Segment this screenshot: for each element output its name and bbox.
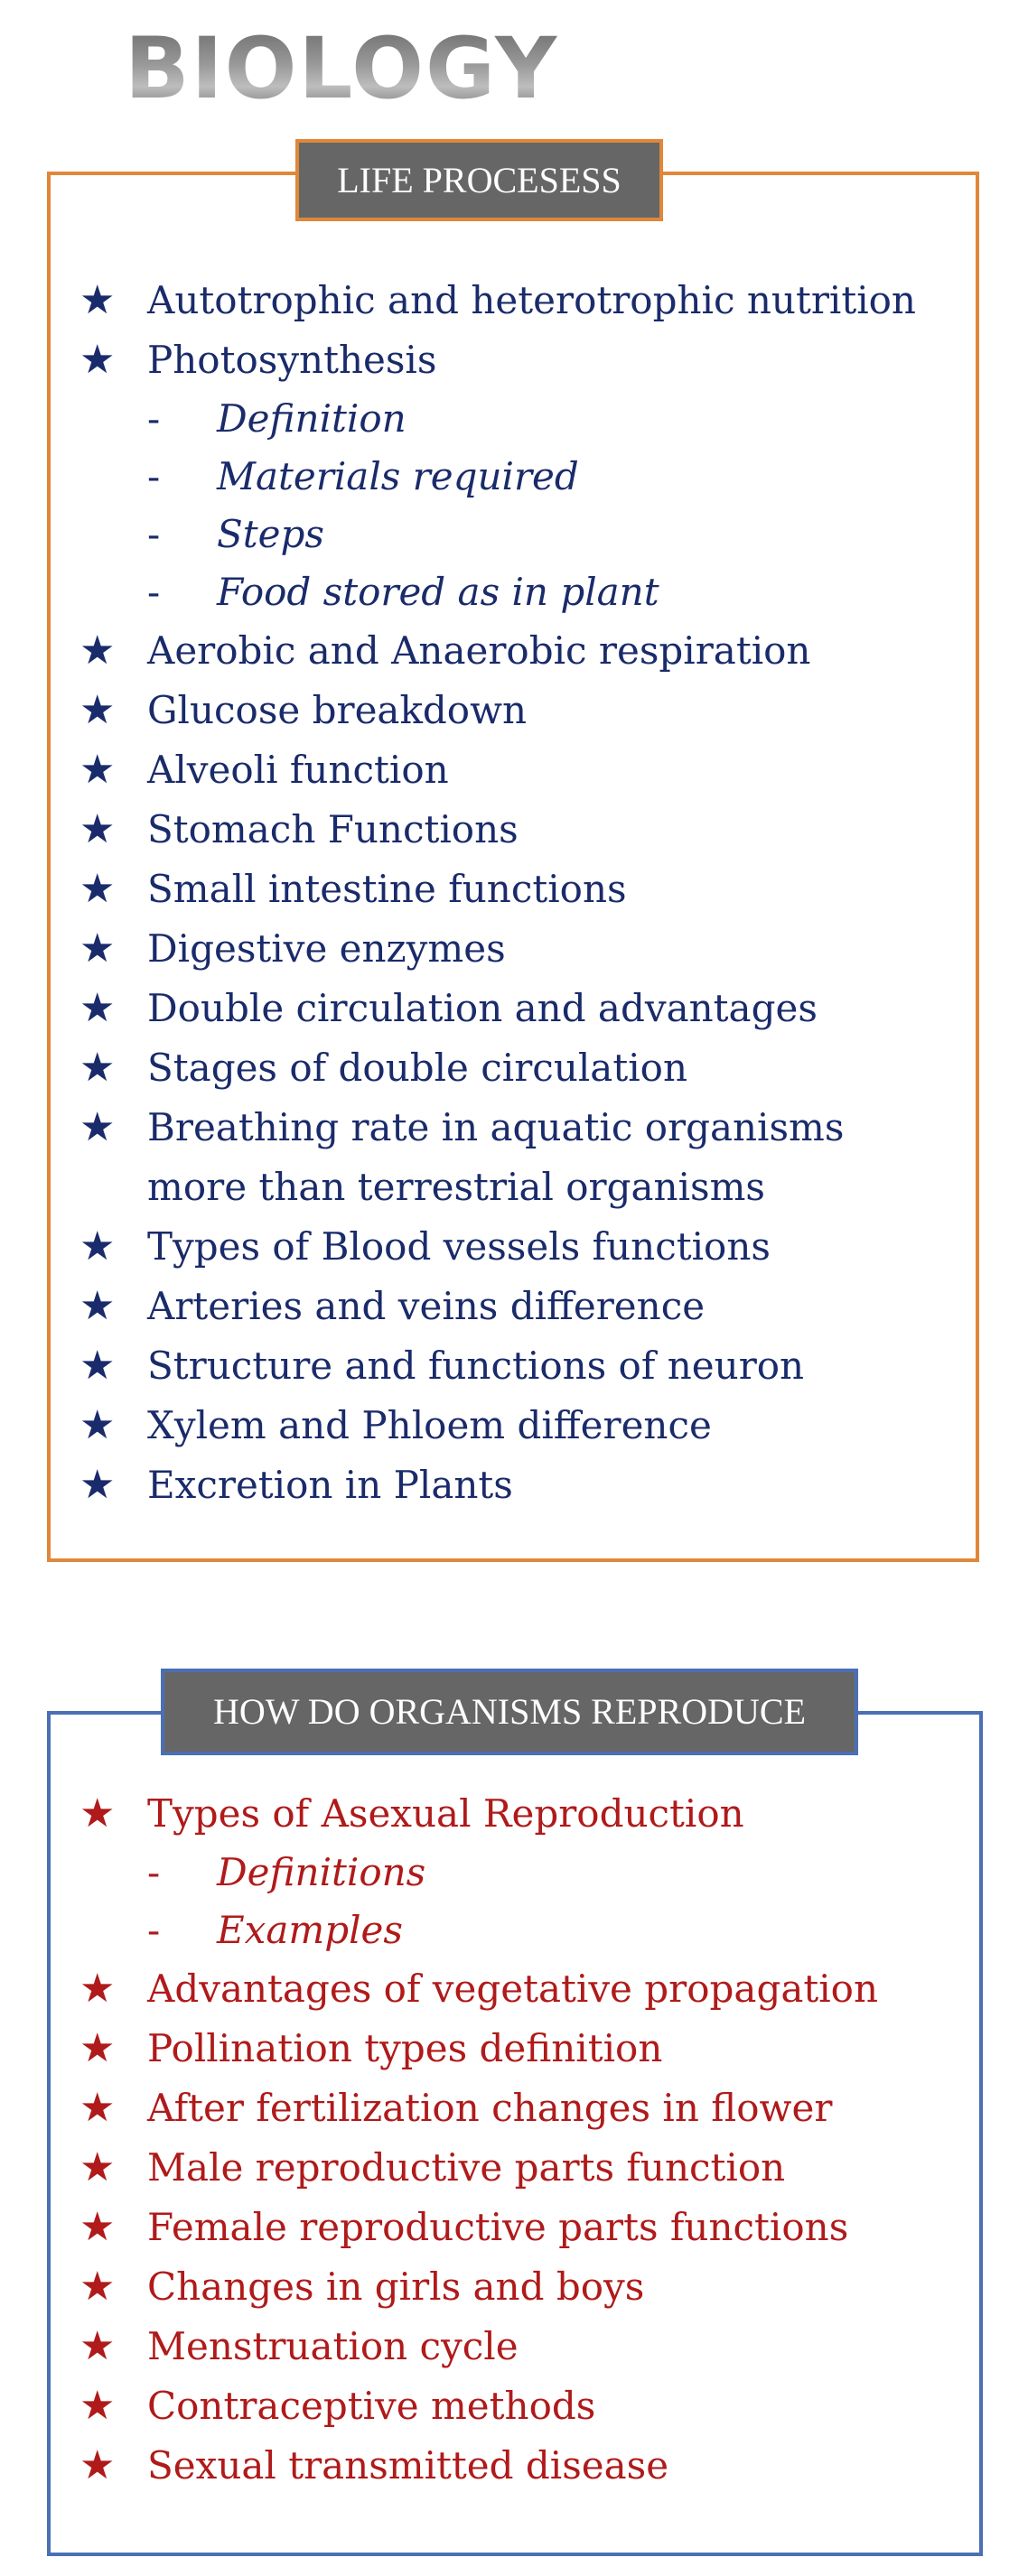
star-icon: ★	[79, 1104, 116, 1150]
star-icon: ★	[79, 747, 116, 793]
star-icon: ★	[79, 2144, 116, 2190]
list-item-text: Aerobic and Anaerobic respiration	[147, 628, 811, 673]
list-item	[79, 2257, 878, 2317]
star-icon: ★	[79, 2264, 116, 2310]
list-item	[79, 860, 916, 919]
list-item-text: Breathing rate in aquatic organisms	[147, 1105, 845, 1149]
list-item-text: Double circulation and advantages	[147, 986, 818, 1030]
reproduction-list	[79, 1784, 878, 2496]
list-item-text: Photosynthesis	[147, 338, 437, 382]
list-item	[79, 1098, 916, 1158]
sub-item	[79, 506, 916, 563]
list-item-text: Stages of double circulation	[147, 1046, 687, 1090]
list-item-text: Menstruation cycle	[147, 2324, 519, 2368]
star-icon: ★	[79, 1790, 116, 1837]
list-item	[79, 2019, 878, 2078]
sub-item-text: Steps	[217, 512, 324, 556]
sub-item-text: Definition	[217, 396, 407, 441]
sub-item	[79, 1844, 878, 1902]
dash-marker: -	[147, 396, 161, 441]
star-icon: ★	[79, 1966, 116, 2012]
list-item-continuation	[79, 1158, 916, 1217]
star-icon: ★	[79, 925, 116, 972]
dash-marker: -	[147, 1850, 161, 1894]
list-item	[79, 800, 916, 860]
list-item	[79, 2078, 878, 2138]
star-icon: ★	[79, 1343, 116, 1389]
list-item-text: Arteries and veins difference	[147, 1284, 706, 1328]
list-item-text: Types of Asexual Reproduction	[147, 1791, 744, 1836]
sub-item	[79, 448, 916, 506]
star-icon: ★	[79, 2383, 116, 2429]
list-item	[79, 2317, 878, 2376]
list-item	[79, 2376, 878, 2436]
life-processes-list	[79, 271, 916, 1515]
star-icon: ★	[79, 2442, 116, 2488]
list-item	[79, 1277, 916, 1336]
list-item	[79, 1217, 916, 1277]
list-item	[79, 1784, 878, 1844]
list-item-text: Autotrophic and heterotrophic nutrition	[147, 278, 916, 322]
sub-item	[79, 1902, 878, 1959]
list-item-text: Xylem and Phloem difference	[147, 1403, 712, 1447]
star-icon: ★	[79, 806, 116, 852]
star-icon: ★	[79, 628, 116, 674]
star-icon: ★	[79, 2025, 116, 2071]
list-item	[79, 681, 916, 740]
star-icon: ★	[79, 2085, 116, 2131]
dash-marker: -	[147, 1908, 161, 1952]
dash-marker: -	[147, 454, 161, 498]
list-item	[79, 1038, 916, 1098]
list-item	[79, 1455, 916, 1515]
sub-item-text: Materials required	[217, 454, 579, 498]
star-icon: ★	[79, 2323, 116, 2369]
star-icon: ★	[79, 337, 116, 383]
sub-item-text: Food stored as in plant	[217, 570, 659, 614]
list-item-text: Structure and functions of neuron	[147, 1344, 805, 1388]
list-item-text: Changes in girls and boys	[147, 2264, 645, 2309]
star-icon: ★	[79, 1045, 116, 1091]
list-item-text: Glucose breakdown	[147, 688, 528, 732]
sub-item-text: Definitions	[217, 1850, 426, 1894]
list-item	[79, 621, 916, 681]
list-item	[79, 330, 916, 390]
sub-item-text: Examples	[217, 1908, 403, 1952]
list-item-text: Excretion in Plants	[147, 1463, 513, 1507]
star-icon: ★	[79, 1402, 116, 1448]
star-icon: ★	[79, 866, 116, 912]
star-icon: ★	[79, 1283, 116, 1329]
list-item-text: Contraceptive methods	[147, 2384, 596, 2428]
list-item-text: Advantages of vegetative propagation	[147, 1967, 879, 2011]
star-icon: ★	[79, 2204, 116, 2250]
list-item	[79, 2436, 878, 2496]
star-icon: ★	[79, 277, 116, 323]
list-item-text: Stomach Functions	[147, 807, 519, 851]
list-item-text: Digestive enzymes	[147, 926, 506, 971]
star-icon: ★	[79, 687, 116, 733]
list-item-text: Types of Blood vessels functions	[147, 1224, 771, 1269]
star-icon: ★	[79, 985, 116, 1031]
list-item	[79, 1336, 916, 1396]
sub-item	[79, 563, 916, 621]
list-item	[79, 979, 916, 1038]
list-item	[79, 2138, 878, 2198]
life-processes-heading: LIFE PROCESESS	[295, 139, 663, 221]
list-item	[79, 1396, 916, 1455]
list-item-text: Small intestine functions	[147, 867, 627, 911]
list-item-text: Sexual transmitted disease	[147, 2443, 669, 2488]
dash-marker: -	[147, 570, 161, 614]
list-item-text: Pollination types definition	[147, 2026, 663, 2070]
list-item-text: Male reproductive parts function	[147, 2145, 786, 2190]
list-item-text: more than terrestrial organisms	[147, 1165, 765, 1209]
list-item	[79, 2198, 878, 2257]
reproduction-heading: HOW DO ORGANISMS REPRODUCE	[161, 1669, 858, 1755]
star-icon: ★	[79, 1462, 116, 1508]
list-item-text: Alveoli function	[147, 748, 449, 792]
page-title: BIOLOGY	[125, 20, 559, 118]
list-item-text: Female reproductive parts functions	[147, 2205, 849, 2249]
sub-item	[79, 390, 916, 448]
list-item-text: After fertilization changes in flower	[147, 2086, 833, 2130]
dash-marker: -	[147, 512, 161, 556]
list-item	[79, 919, 916, 979]
list-item	[79, 740, 916, 800]
list-item	[79, 1959, 878, 2019]
list-item	[79, 271, 916, 330]
star-icon: ★	[79, 1223, 116, 1269]
